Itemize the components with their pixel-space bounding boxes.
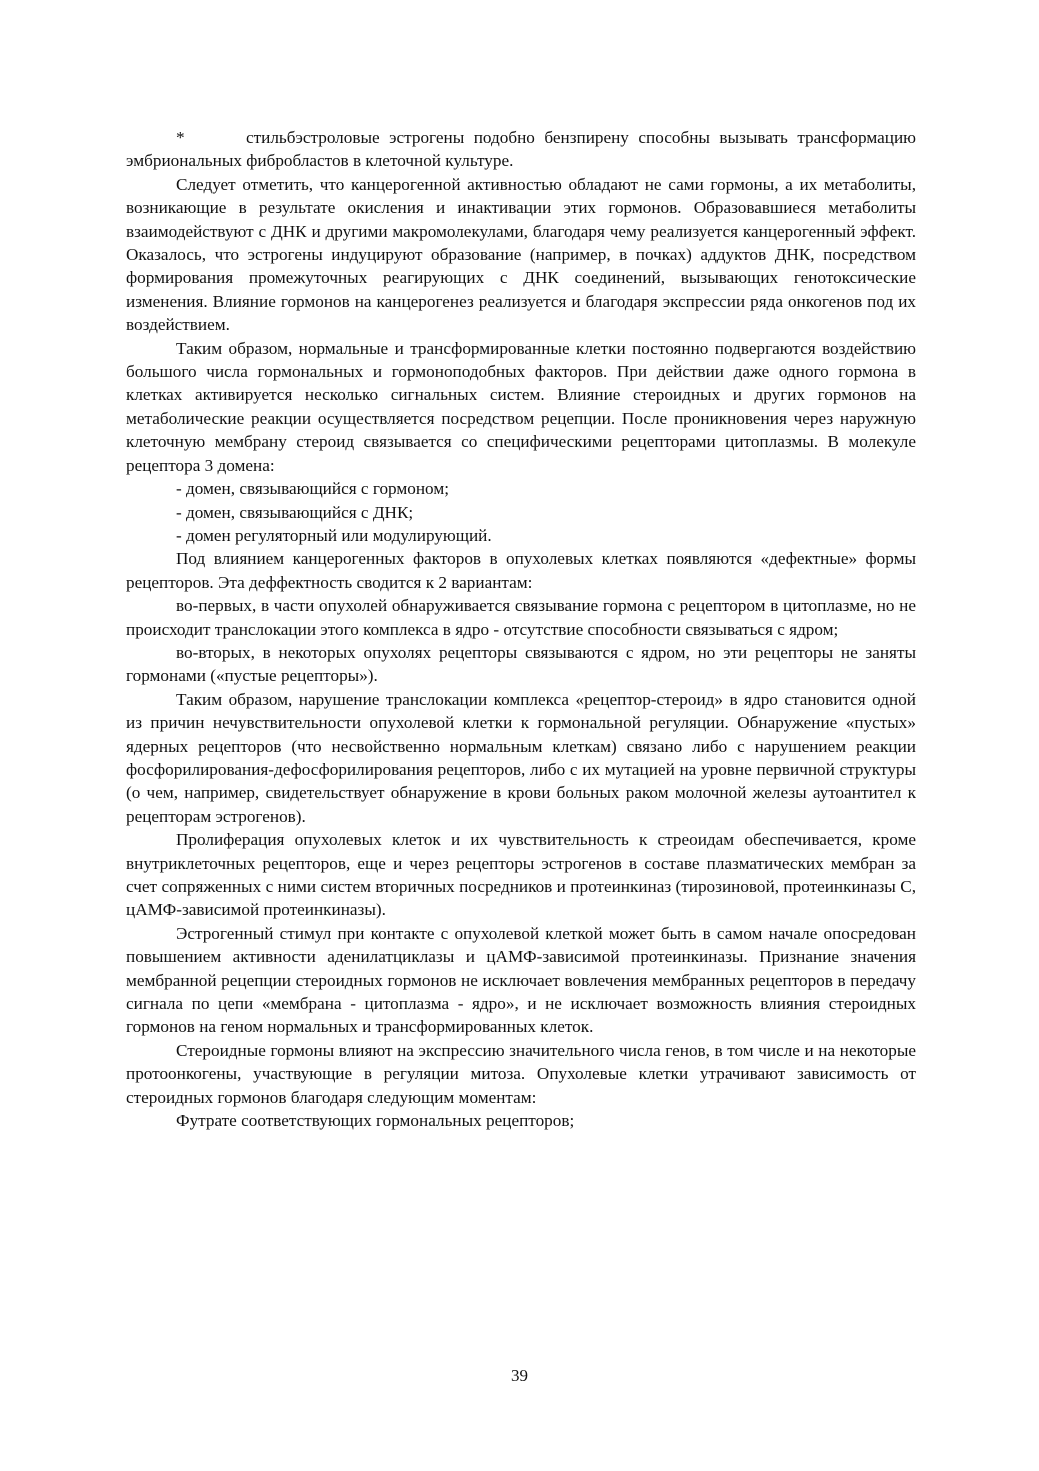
paragraph-steroid-gene-expression: Стероидные гормоны влияют на экспрессию значительного числа генов, в том числе и на некоторые протоонкогены, участвующие в регуляции митоза. Опухолевые клетки утрачивают зависимость от стероидных гормонов благодаря следующим моментам: bbox=[126, 1040, 916, 1107]
list-item-dna-domain: - домен, связывающийся с ДНК; bbox=[176, 502, 414, 522]
list-item-regulatory-domain: - домен регуляторный или модулирующий. bbox=[176, 525, 492, 545]
paragraph-proliferation: Пролиферация опухолевых клеток и их чувствительность к стреоидам обеспечивается, кроме внутриклеточных рецепторов, еще и через рецепторы эстрогенов в составе плазматических мембран за счет сопряженных с ними систем вторичных посредников и протеинкиназ (тирозиновой, протеинкиназы С, цАМФ-зависимой протеинкиназы). bbox=[126, 830, 916, 920]
paragraph-carcinogenic-metabolites: Следует отметить, что канцерогенной активностью обладают не сами гормоны, а их метаболиты, возникающие в результате окисления и инактивации этих гормонов. Образовавшиеся метаболиты взаимодействуют с ДНК и другими макромолекулами, благодаря чему реализуется канцерогенный эффект. Оказалось, что эстрогены индуцируют образование (например, в почках) аддуктов ДНК, посредством формирования промежуточных реагирующих с ДНК соединений, вызывающих генотоксические изменения. Влияние гормонов на канцерогенез реализуется и благодаря экспрессии ряда онкогенов под их воздействием. bbox=[126, 174, 916, 335]
asterisk-marker: * bbox=[176, 128, 185, 147]
paragraph-footnote-continuation bbox=[126, 126, 916, 173]
paragraph-defective-receptors: Под влиянием канцерогенных факторов в опухолевых клетках появляются «дефектные» формы рецепторов. Эта деффектность сводится к 2 вариантам: bbox=[126, 549, 916, 592]
paragraph-second-variant: во-вторых, в некоторых опухолях рецепторы связываются с ядром, но эти рецепторы не заняты гормонами («пустые рецепторы»). bbox=[126, 642, 916, 686]
page-number: 39 bbox=[511, 1366, 528, 1385]
paragraph-receptor-reception: Таким образом, нормальные и трансформированные клетки постоянно подвергаются воздействию большого числа гормональных и гормоноподобных факторов. При действии даже одного гормона в клетках активируется несколько сигнальных систем. Влияние стероидных и других гормонов на метаболические реакции осуществляется посредством рецепции. После проникновения через наружную клеточную мембрану стероид связывается со специфическими рецепторами цитоплазмы. В молекуле рецептора 3 домена: bbox=[126, 338, 916, 475]
paragraph-translocation-disorder: Таким образом, нарушение транслокации комплекса «рецептор-стероид» в ядро становится одной из причин нечувствительности опухолевой клетки к гормональной регуляции. Обнаружение «пустых» ядерных рецепторов (что несвойственно нормальным клеткам) связано либо с нарушением реакции фосфорилирования-дефосфорилирования рецепторов, либо с их мутацией на уровне первичной структуры (о чем, например, свидетельствует обнаружение в крови больных раком молочной железы аутоантител к рецепторам эстрогенов). bbox=[126, 689, 916, 826]
paragraph-estrogen-stimulus: Эстрогенный стимул при контакте с опухолевой клеткой может быть в самом начале опосредован повышением активности аденилатциклазы и цАМФ-зависимой протеинкиназы. Признание значения мембранной рецепции стероидных гормонов не исключает вовлечения мембранных рецепторов в передачу сигнала по цепи «мембрана - цитоплазма - ядро», и не исключает возможность влияния стероидных гормонов на геном нормальных и трансформированных клеток. bbox=[126, 923, 916, 1037]
paragraph-text: стильбэстроловые эстрогены подобно бензпирену способны вызывать трансформацию эмбриональных фибробластов в клеточной культуре. bbox=[126, 128, 916, 171]
page-body bbox=[126, 126, 916, 1132]
paragraph-receptor-loss: Футрате соответствующих гормональных рецепторов; bbox=[176, 1111, 575, 1131]
paragraph-first-variant: во-первых, в части опухолей обнаруживается связывание гормона с рецептором в цитоплазме, но не происходит транслокации этого комплекса в ядро - отсутствие способности связываться с ядром; bbox=[126, 596, 916, 639]
list-item-hormone-domain: - домен, связывающийся с гормоном; bbox=[176, 479, 449, 499]
